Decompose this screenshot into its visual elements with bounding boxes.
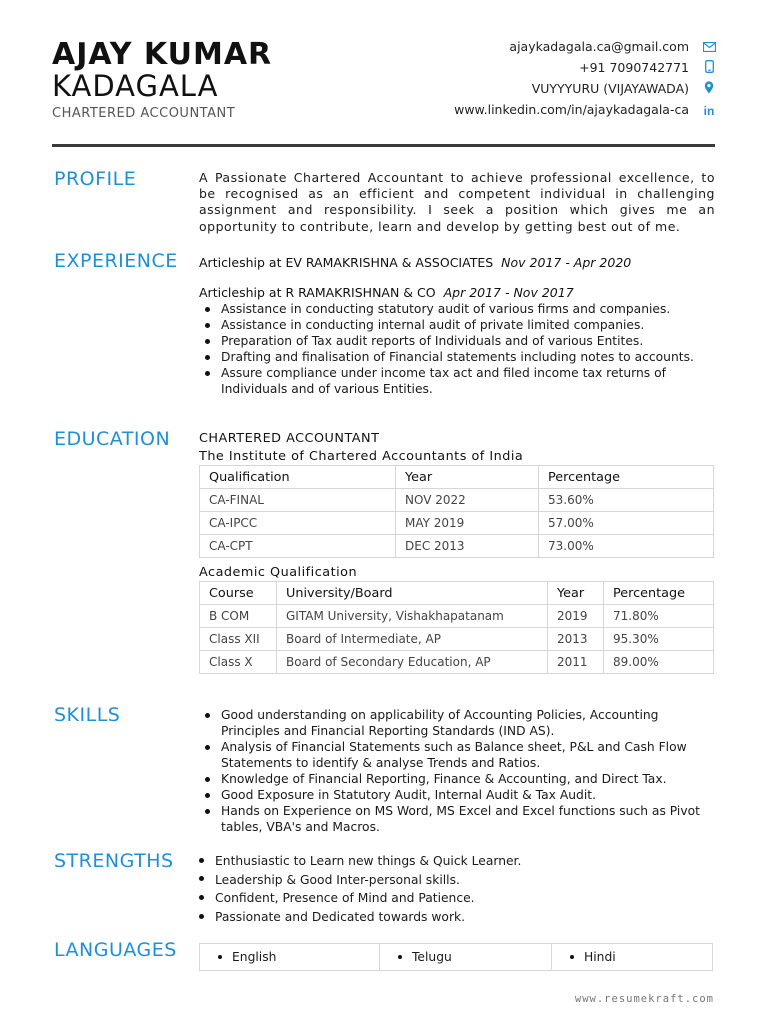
- language-item: English: [200, 944, 380, 970]
- phone-icon: [702, 59, 716, 79]
- table-cell: Class XII: [200, 628, 277, 651]
- list-item: Confident, Presence of Mind and Patience.: [193, 889, 713, 908]
- strengths-list: [193, 852, 713, 927]
- name-first: AJAY KUMAR: [52, 37, 273, 72]
- list-item: Assure compliance under income tax act and filed income tax returns of Individuals and of various Entities.: [199, 365, 715, 397]
- contact-phone[interactable]: [376, 58, 716, 78]
- name-last: KADAGALA: [52, 69, 219, 103]
- list-item: Knowledge of Financial Reporting, Finance & Accounting, and Direct Tax.: [199, 771, 715, 787]
- contact-email[interactable]: [376, 37, 716, 57]
- table-cell: 95.30%: [604, 628, 714, 651]
- phone-text: +91 7090742771: [579, 60, 690, 75]
- table-cell: NOV 2022: [396, 489, 539, 512]
- table-header-row: [200, 466, 714, 489]
- section-title-profile: PROFILE: [54, 168, 137, 190]
- list-item: Preparation of Tax audit reports of Individuals and of various Entites.: [199, 333, 715, 349]
- list-item: Leadership & Good Inter-personal skills.: [193, 871, 713, 890]
- job-date: Apr 2017 - Nov 2017: [443, 285, 574, 300]
- language-item: Telugu: [380, 944, 552, 970]
- list-item: Good Exposure in Statutory Audit, Internal Audit & Tax Audit.: [199, 787, 715, 803]
- list-item: Drafting and finalisation of Financial statements including notes to accounts.: [199, 349, 715, 365]
- table-cell: GITAM University, Vishakhapatanam: [277, 605, 548, 628]
- section-title-experience: EXPERIENCE: [54, 250, 178, 272]
- table-cell: Board of Intermediate, AP: [277, 628, 548, 651]
- email-icon: [702, 38, 716, 58]
- location-text: VUYYYURU (VIJAYAWADA): [531, 81, 690, 96]
- job-entry-1: [199, 255, 631, 270]
- academic-table: [199, 581, 714, 674]
- table-row: [200, 605, 714, 628]
- linkedin-icon: in: [703, 103, 715, 118]
- footer-url: www.resumekraft.com: [574, 993, 714, 1005]
- table-header: University/Board: [277, 582, 548, 605]
- list-item: Enthusiastic to Learn new things & Quick Learner.: [193, 852, 713, 871]
- table-cell: 2019: [548, 605, 604, 628]
- table-cell: CA-IPCC: [200, 512, 396, 535]
- profile-text: A Passionate Chartered Accountant to achieve professional excellence, to be recognised as an efficient and competent individual in challenging assignment and responsibility. I seek a position which gives me an opportunity to contribute, learn and develop by getting best out of me.: [199, 170, 715, 234]
- table-cell: 2013: [548, 628, 604, 651]
- table-cell: DEC 2013: [396, 535, 539, 558]
- contact-location: [376, 79, 716, 99]
- table-cell: CA-CPT: [200, 535, 396, 558]
- table-row: [200, 535, 714, 558]
- linkedin-text: www.linkedin.com/in/ajaykadagala-ca: [454, 102, 690, 117]
- table-header: Year: [396, 466, 539, 489]
- list-item: Assistance in conducting internal audit of private limited companies.: [199, 317, 715, 333]
- section-title-strengths: STRENGTHS: [54, 850, 174, 872]
- table-cell: MAY 2019: [396, 512, 539, 535]
- languages-table: [199, 943, 713, 971]
- table-row: [200, 651, 714, 674]
- list-item: Assistance in conducting statutory audit of various firms and companies.: [199, 301, 715, 317]
- table-cell: B COM: [200, 605, 277, 628]
- language-item: Hindi: [552, 944, 712, 970]
- list-item: Good understanding on applicability of Accounting Policies, Accounting Principles and Financial Reporting Standards (IND AS).: [199, 707, 715, 739]
- ca-table: [199, 465, 714, 558]
- contact-linkedin[interactable]: [376, 100, 716, 120]
- job-title: Articleship at R RAMAKRISHNAN & CO: [199, 285, 436, 300]
- job-role: CHARTERED ACCOUNTANT: [52, 106, 236, 121]
- table-row: [200, 628, 714, 651]
- table-cell: CA-FINAL: [200, 489, 396, 512]
- table-header: Course: [200, 582, 277, 605]
- table-row: [200, 512, 714, 535]
- table-cell: 53.60%: [539, 489, 714, 512]
- experience-bullets: [199, 301, 715, 397]
- header-divider: [52, 144, 715, 147]
- table-cell: 71.80%: [604, 605, 714, 628]
- list-item: Analysis of Financial Statements such as Balance sheet, P&L and Cash Flow Statements to identify & analyse Trends and Ratios.: [199, 739, 715, 771]
- table-row: [200, 489, 714, 512]
- job-entry-2: [199, 285, 574, 300]
- table-cell: 73.00%: [539, 535, 714, 558]
- table-header: Qualification: [200, 466, 396, 489]
- table-header-row: [200, 582, 714, 605]
- section-title-education: EDUCATION: [54, 428, 171, 450]
- location-icon: [702, 80, 716, 100]
- ca-institute: The Institute of Chartered Accountants of India: [199, 449, 524, 464]
- table-cell: 57.00%: [539, 512, 714, 535]
- table-cell: 2011: [548, 651, 604, 674]
- table-cell: 89.00%: [604, 651, 714, 674]
- academic-heading: Academic Qualification: [199, 565, 358, 580]
- job-date: Nov 2017 - Apr 2020: [501, 255, 632, 270]
- section-title-languages: LANGUAGES: [54, 939, 177, 961]
- list-item: Passionate and Dedicated towards work.: [193, 908, 713, 927]
- table-cell: Class X: [200, 651, 277, 674]
- table-header: Year: [548, 582, 604, 605]
- section-title-skills: SKILLS: [54, 704, 121, 726]
- skills-list: [199, 707, 715, 835]
- email-text: ajaykadagala.ca@gmail.com: [509, 39, 690, 54]
- table-cell: Board of Secondary Education, AP: [277, 651, 548, 674]
- list-item: Hands on Experience on MS Word, MS Excel and Excel functions such as Pivot tables, VBA's and Macros.: [199, 803, 715, 835]
- ca-heading: CHARTERED ACCOUNTANT: [199, 431, 380, 446]
- table-header: Percentage: [539, 466, 714, 489]
- table-header: Percentage: [604, 582, 714, 605]
- job-title: Articleship at EV RAMAKRISHNA & ASSOCIATES: [199, 255, 494, 270]
